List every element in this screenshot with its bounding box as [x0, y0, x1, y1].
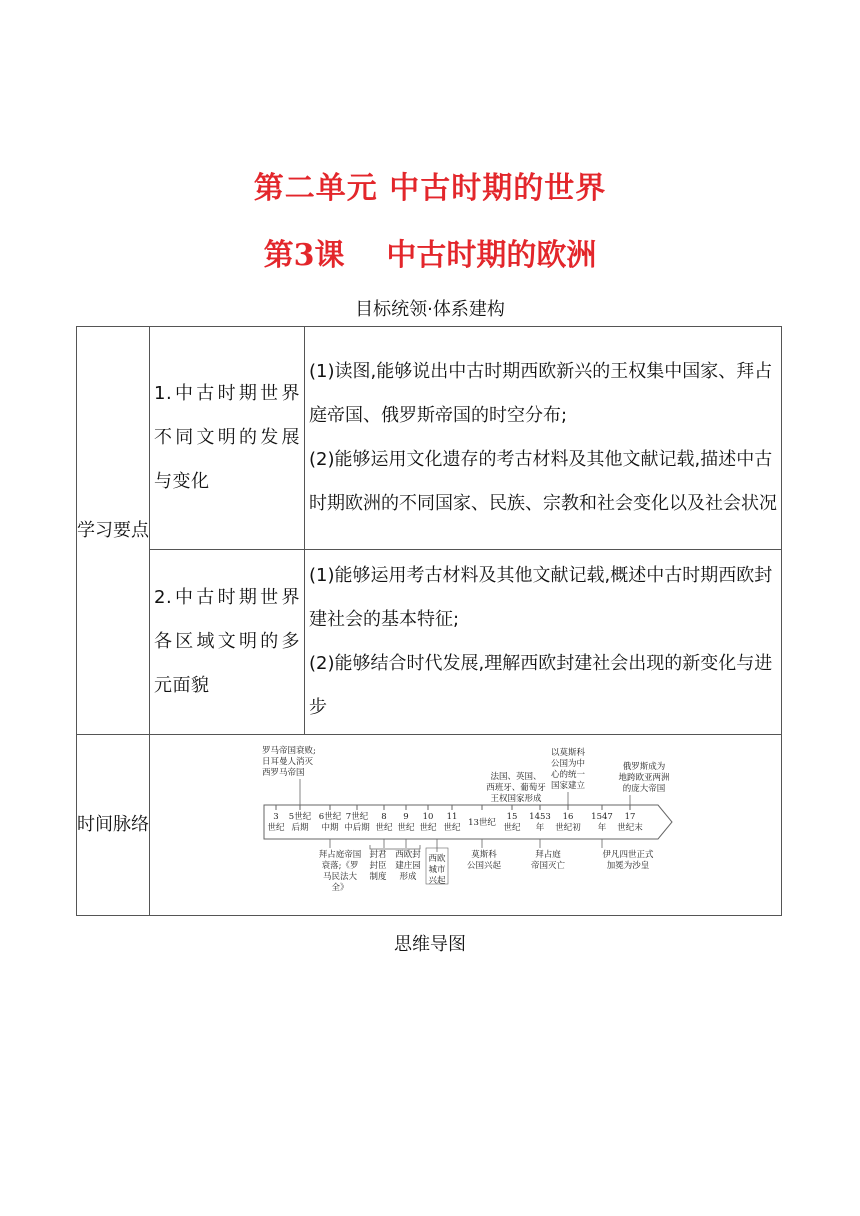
timeline-event-below: 衰落;《罗	[321, 861, 359, 871]
timeline-bracket	[370, 845, 420, 849]
section-heading-mindmap: 思维导图	[394, 934, 466, 955]
timeline-cell	[150, 735, 782, 916]
requirement-text: (2)能够运用文化遗存的考古材料及其他文献记载,描述中古时期欧洲的不同国家、民族、宗教和社会变化以及社会状况	[309, 449, 777, 514]
timeline-event-above: 西罗马帝国	[262, 768, 305, 778]
timeline-event-below: 城市	[428, 865, 446, 875]
timeline-event-above: 的庞大帝国	[622, 784, 666, 794]
table-row	[77, 550, 782, 735]
timeline-tick-label: 8	[381, 812, 387, 822]
timeline-tick-label: 世纪	[419, 823, 437, 833]
timeline-event-below: 封臣	[369, 861, 387, 871]
timeline-event-below: 帝国灭亡	[530, 861, 566, 871]
timeline-event-below: 拜占庭帝国	[318, 850, 362, 860]
timeline-diagram	[150, 735, 784, 915]
timeline-tick-label: 中期	[321, 823, 339, 833]
timeline-tick-label: 世纪	[443, 823, 461, 833]
timeline-event-above: 王权国家形成	[490, 794, 542, 804]
timeline-tick-label: 10	[422, 812, 434, 822]
lesson-number: 3	[293, 238, 315, 273]
timeline-tick-label: 1547	[591, 812, 613, 822]
timeline-event-above: 法国、英国、	[490, 772, 542, 782]
timeline-event-below: 莫斯科	[471, 850, 497, 860]
timeline-tick-label: 17	[624, 812, 636, 822]
lesson-suffix: 课 中古时期的欧洲	[314, 238, 597, 273]
timeline-event-below: 兴起	[428, 876, 446, 886]
timeline-event-above: 日耳曼人消灭	[262, 757, 314, 767]
timeline-event-below: 西欧	[428, 854, 446, 864]
timeline-tick-label: 15	[506, 812, 518, 822]
timeline-tick-label: 世纪	[375, 823, 393, 833]
timeline-tick-label: 1453	[529, 812, 551, 822]
timeline-event-below: 制度	[369, 872, 387, 882]
study-table	[76, 326, 782, 916]
timeline-tick-label: 中后期	[344, 823, 370, 833]
table-row	[77, 735, 782, 916]
timeline-tick-label: 世纪末	[617, 823, 643, 833]
lesson-title	[0, 230, 860, 274]
topic-cell: 1.中古时期世界不同文明的发展与变化	[150, 327, 305, 550]
timeline-tick-label: 世纪初	[555, 823, 581, 833]
timeline-tick-label: 世纪	[397, 823, 415, 833]
timeline-event-below: 建庄园	[395, 861, 421, 871]
timeline-event-below: 全》	[331, 883, 349, 893]
timeline-event-below: 封君	[369, 850, 387, 860]
timeline-tick-label: 6世纪	[318, 812, 342, 822]
timeline-event-below: 形成	[399, 872, 417, 882]
timeline-tick-label: 9	[403, 812, 409, 822]
row-label-study: 学习要点	[77, 327, 150, 735]
timeline-event-above: 心的统一	[550, 770, 586, 780]
timeline-event-above: 西班牙、葡萄牙	[486, 783, 546, 793]
timeline-tick-label: 11	[446, 812, 458, 822]
timeline-tick-label: 后期	[291, 823, 309, 833]
section-heading-goals: 目标统领·体系建构	[355, 299, 505, 320]
timeline-tick-label: 3	[273, 812, 279, 822]
timeline-tick-label: 年	[535, 823, 545, 833]
requirement-text: (1)能够运用考古材料及其他文献记载,概述中古时期西欧封建社会的基本特征;	[309, 565, 773, 630]
timeline-event-above: 公国为中	[550, 759, 586, 769]
unit-title: 第二单元 中古时期的世界	[253, 171, 607, 206]
timeline-event-above: 罗马帝国衰败;	[262, 746, 316, 756]
timeline-event-below: 加冕为沙皇	[606, 861, 650, 871]
timeline-event-above: 俄罗斯成为	[622, 762, 666, 772]
timeline-tick-label: 年	[597, 823, 607, 833]
table-row	[77, 327, 782, 550]
lesson-prefix: 第	[263, 238, 294, 273]
timeline-event-above: 地跨欧亚两洲	[618, 773, 670, 783]
requirement-text: (1)读图,能够说出中古时期西欧新兴的王权集中国家、拜占庭帝国、俄罗斯帝国的时空分布;	[309, 361, 773, 426]
timeline-event-below: 拜占庭	[535, 850, 561, 860]
timeline-tick-label: 13世纪	[468, 818, 496, 828]
timeline-event-below: 马民法大	[322, 872, 358, 882]
topic-cell: 2.中古时期世界各区域文明的多元面貌	[150, 550, 305, 735]
timeline-tick-label: 世纪	[267, 823, 285, 833]
timeline-tick-label: 16	[562, 812, 574, 822]
row-label-timeline: 时间脉络	[77, 735, 150, 916]
requirement-text: (2)能够结合时代发展,理解西欧封建社会出现的新变化与进步	[309, 653, 773, 718]
timeline-tick-label: 世纪	[503, 823, 521, 833]
requirements-cell	[305, 550, 782, 735]
timeline-event-below: 西欧封	[395, 850, 421, 860]
requirements-cell	[305, 327, 782, 550]
timeline-event-above: 以莫斯科	[550, 748, 586, 758]
timeline-tick-label: 7世纪	[345, 812, 369, 822]
timeline-event-above: 国家建立	[550, 781, 586, 791]
timeline-event-below: 伊凡四世正式	[602, 850, 654, 860]
timeline-event-below: 公国兴起	[466, 861, 502, 871]
timeline-tick-label: 5世纪	[288, 812, 312, 822]
